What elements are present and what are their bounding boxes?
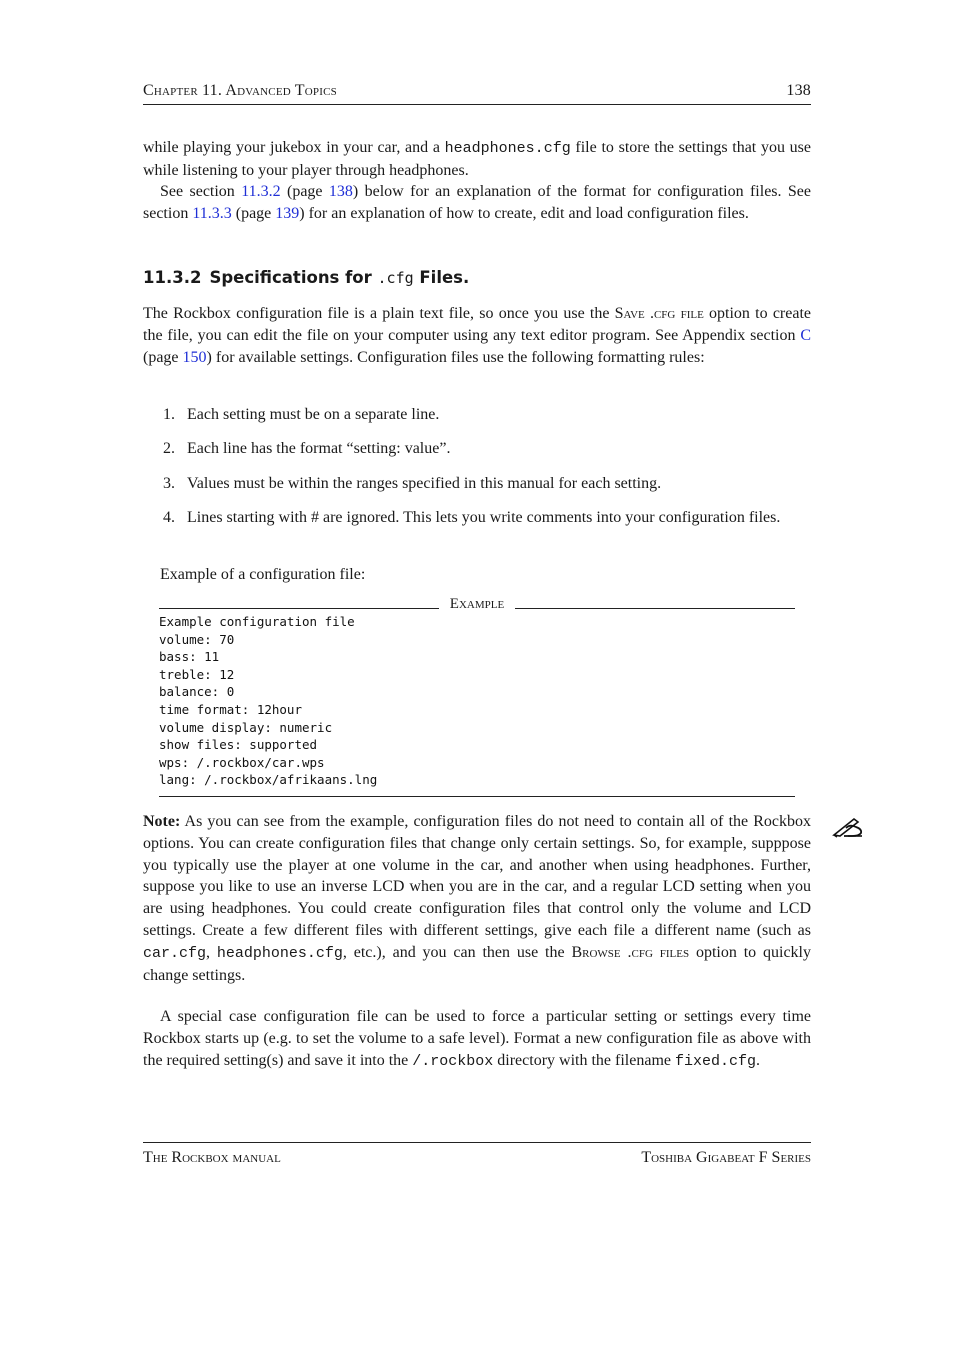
spec-paragraph: The Rockbox configuration file is a plain text file, so once you use the Save .cfg file option to create the file, you can edit the file on your computer using any text editor program. See Appendix section C (page 150) for available settings. Configuration files use the following formatting rules: [143, 305, 811, 366]
code-line: Example configuration file [159, 614, 355, 629]
inline-code: car.cfg [143, 944, 207, 962]
page-link-150[interactable]: 150 [182, 348, 207, 366]
note-paragraph: Note: As you can see from the example, configuration files do not need to contain all of the Rockbox options. You can create configuration files that change only certain settings. So, for example, supppose you typically use the player at one volume in the car, and another when using headphones. Further, suppose you like to use an inverse LCD when you are in the car, and a regular LCD setting when you are using headphones. You could create configuration files that control only the volume and LCD settings. Create a few different files with different settings, give each file a different name (such as car.cfg, headphones.cfg, etc.), and you can then use the Browse .cfg files option to quickly change settings. [143, 813, 811, 984]
section-link-11-3-2[interactable]: 11.3.2 [241, 183, 281, 200]
code-line: time format: 12hour [159, 701, 302, 717]
code-line: wps: /.rockbox/car.wps [159, 754, 325, 770]
section-number: 11.3.2 [143, 268, 202, 287]
code-line: volume display: numeric [159, 719, 333, 735]
chapter-title: Chapter 11. Advanced Topics [143, 82, 337, 99]
code-line: treble: 12 [159, 666, 235, 682]
footer-manual-title: The Rockbox manual [143, 1149, 281, 1166]
page-number: 138 [786, 82, 811, 99]
code-line: bass: 11 [159, 649, 220, 665]
save-cfg-option: Save .cfg file [614, 305, 704, 322]
inline-code: headphones.cfg [216, 944, 343, 962]
inline-code: /.rockbox [412, 1052, 494, 1070]
appendix-link-c[interactable]: C [800, 326, 811, 344]
code-line: volume: 70 [159, 631, 235, 647]
code-line: lang: /.rockbox/afrikaans.lng [159, 772, 378, 788]
section-link-11-3-3[interactable]: 11.3.3 [192, 204, 232, 222]
special-case-paragraph: A special case configuration file can be used to force a particular setting or settings every time Rockbox starts up (e.g. to set the volume to a safe level). Format a new configuration file as above with the required setting(s) and save it into the /.rockbox directory with the filename fixed.cfg. [143, 1008, 811, 1070]
inline-code: fixed.cfg [675, 1052, 757, 1070]
code-line: show files: supported [159, 737, 318, 753]
browse-cfg-option: Browse .cfg files [571, 943, 690, 961]
running-footer [143, 1142, 811, 1166]
example-label: Example [159, 596, 795, 613]
running-header [143, 82, 811, 105]
page-link-139[interactable]: 139 [275, 204, 300, 222]
section-heading: 11.3.2 Specifications for .cfg Files. [143, 268, 470, 287]
intro-paragraph-2: See section 11.3.2 (page 138) below for an explanation of the format for configuration files. See section 11.3.3 (page 139) for an explanation of how to create, edit and load configuration files. [143, 183, 812, 222]
example-code [159, 613, 377, 789]
example-rule-bottom [159, 796, 795, 797]
footer-device-name: Toshiba Gigabeat F Series [641, 1149, 811, 1166]
example-intro: Example of a configuration file: [160, 566, 366, 583]
writing-hand-icon [832, 814, 864, 838]
page-link-138[interactable]: 138 [328, 183, 353, 200]
note-label: Note: [143, 813, 181, 830]
inline-code: headphones.cfg [444, 140, 571, 157]
intro-paragraph-1: while playing your jukebox in your car, and a headphones.cfg file to store the settings that you use while listening to your player through headphones. [143, 139, 812, 179]
code-line: balance: 0 [159, 684, 235, 700]
